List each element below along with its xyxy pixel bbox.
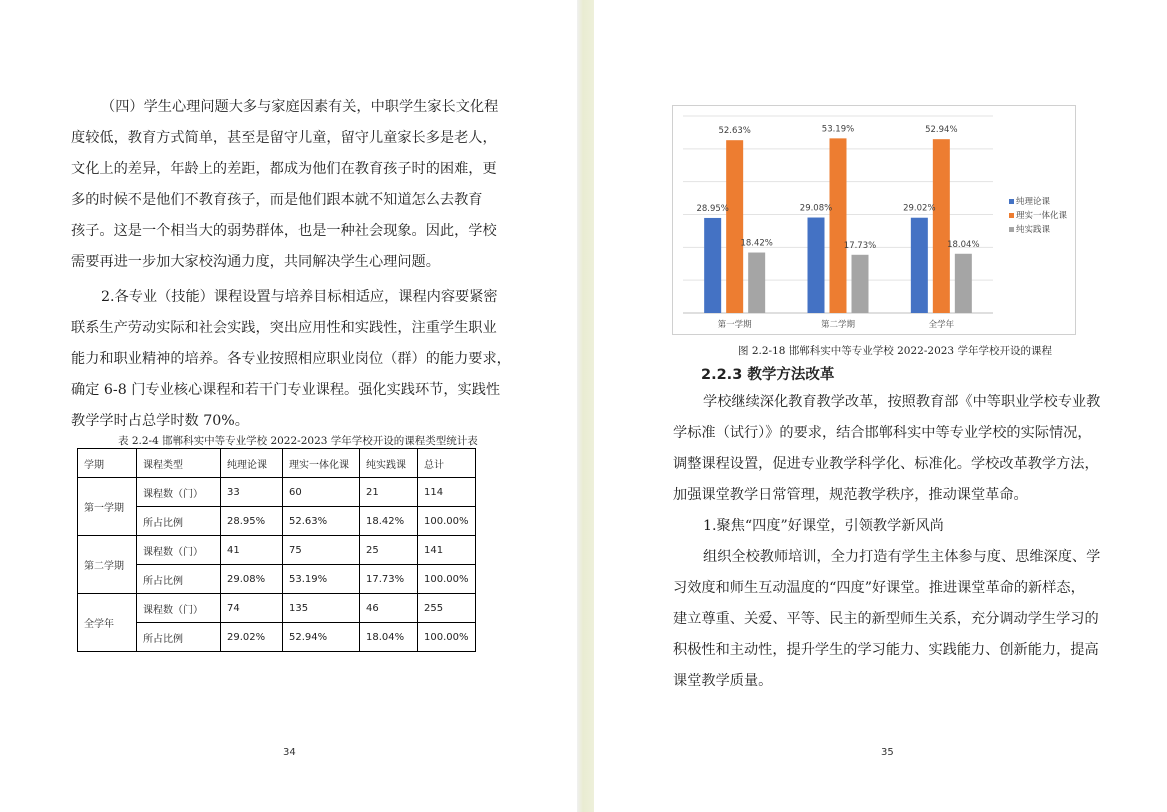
bar: [852, 255, 869, 313]
chart-svg: [673, 106, 1075, 334]
table-cell: 课程数（门）: [137, 536, 221, 565]
table-row: [78, 594, 476, 623]
table-cell: 33: [221, 478, 283, 507]
subheading: 1.聚焦“四度”好课堂，引领教学新风尚: [703, 518, 944, 534]
table-cell: 100.00%: [418, 623, 476, 652]
term-cell: 第二学期: [78, 536, 137, 594]
text-line: 组织全校教师培训，全力打造有学生主体参与度、思维深度、学: [703, 549, 1101, 565]
data-label: 28.95%: [696, 203, 729, 214]
data-label: 29.02%: [903, 203, 936, 214]
bar: [704, 218, 721, 313]
table-cell: 29.02%: [221, 623, 283, 652]
text-line: 能力和职业精神的培养。各专业按照相应职业岗位（群）的能力要求，: [71, 351, 511, 367]
header-cell: 理实一体化课: [283, 449, 360, 478]
page-number: 35: [881, 747, 894, 758]
table-cell: 18.04%: [360, 623, 418, 652]
data-label: 52.63%: [718, 126, 751, 137]
text-line: 积极性和主动性，提升学生的学习能力、实践能力、创新能力，提高: [673, 642, 1099, 658]
text-line: 学校继续深化教育教学改革，按照教育部《中等职业学校专业教: [703, 394, 1101, 410]
right-paragraph-2: [673, 542, 1100, 697]
text-line: 2.各专业（技能）课程设置与培养目标相适应，课程内容要紧密: [101, 289, 498, 305]
legend-label: 纯实践课: [1016, 225, 1051, 235]
table-row: [78, 536, 476, 565]
table-header-row: [78, 449, 476, 478]
right-page: [594, 0, 1167, 812]
table-cell: 所占比例: [137, 507, 221, 536]
data-label: 17.73%: [843, 240, 877, 251]
data-label: 18.04%: [947, 239, 980, 250]
text-line: 度较低，教育方式简单，甚至是留守儿童，留守儿童家长多是老人，: [71, 130, 497, 146]
course-stats-table: [77, 448, 476, 652]
table-cell: 52.63%: [283, 507, 360, 536]
bar: [955, 254, 972, 313]
table-cell: 135: [283, 594, 360, 623]
header-cell: 纯实践课: [360, 449, 418, 478]
text-line: 联系生产劳动实际和社会实践，突出应用性和实践性，注重学生职业: [71, 320, 497, 336]
left-paragraph-1: [71, 92, 498, 278]
bar: [726, 140, 743, 313]
text-line: 学标准（试行）》的要求，结合邯郸科实中等专业学校的实际情况，: [673, 425, 1092, 441]
text-line: 多的时候不是他们不教育孩子，而是他们跟本就不知道怎么去教育: [71, 192, 483, 208]
text-line: 文化上的差异，年龄上的差距，都成为他们在教育孩子时的困难，更: [71, 161, 497, 177]
table-cell: 所占比例: [137, 623, 221, 652]
text-line: 建立尊重、关爱、平等、民主的新型师生关系，充分调动学生学习的: [673, 611, 1099, 627]
bar: [933, 139, 950, 313]
table-cell: 25: [360, 536, 418, 565]
text-line: 确定 6-8 门专业核心课程和若干门专业课程。强化实践环节，实践性: [71, 382, 501, 398]
table-cell: 46: [360, 594, 418, 623]
bar-chart: [672, 105, 1076, 335]
bar: [830, 138, 847, 313]
table-cell: 21: [360, 478, 418, 507]
bar: [911, 218, 928, 313]
table-row: [78, 565, 476, 594]
text-line: 孩子。这是一个相当大的弱势群体，也是一种社会现象。因此，学校: [71, 223, 497, 239]
table-caption: 表 2.2-4 邯郸科实中等专业学校 2022-2023 学年学校开设的课程类型统计表: [118, 435, 478, 447]
data-label: 29.08%: [799, 203, 833, 214]
page-number: 34: [283, 747, 296, 758]
table-cell: 100.00%: [418, 565, 476, 594]
table-cell: 52.94%: [283, 623, 360, 652]
table-row: [78, 507, 476, 536]
page-gutter: [577, 0, 594, 812]
text-line: 调整课程设置，促进专业教学科学化、标准化。学校改革教学方法，: [673, 456, 1099, 472]
text-line: 课堂教学质量。: [673, 673, 773, 689]
section-heading: 2.2.3 教学方法改革: [701, 367, 835, 383]
header-cell: 课程类型: [137, 449, 221, 478]
term-cell: 第一学期: [78, 478, 137, 536]
table-cell: 41: [221, 536, 283, 565]
bar: [808, 218, 825, 313]
legend-label: 纯理论课: [1016, 197, 1051, 207]
table-cell: 课程数（门）: [137, 594, 221, 623]
category-label: 全学年: [928, 320, 955, 330]
table-cell: 18.42%: [360, 507, 418, 536]
term-cell: 全学年: [78, 594, 137, 652]
header-cell: 纯理论课: [221, 449, 283, 478]
table-cell: 255: [418, 594, 476, 623]
left-page: [0, 0, 577, 812]
text-line: 需要再进一步加大家校沟通力度，共同解决学生心理问题。: [71, 254, 440, 270]
category-label: 第二学期: [820, 320, 856, 330]
table-cell: 17.73%: [360, 565, 418, 594]
data-label: 18.42%: [740, 238, 773, 249]
legend-swatch: [1009, 213, 1014, 218]
table-cell: 114: [418, 478, 476, 507]
table-cell: 141: [418, 536, 476, 565]
left-paragraph-2: [71, 282, 511, 437]
table-cell: 53.19%: [283, 565, 360, 594]
text-line: 教学学时占总学时数 70%。: [71, 413, 249, 429]
data-label: 53.19%: [821, 124, 855, 135]
table-row: [78, 478, 476, 507]
table-cell: 课程数（门）: [137, 478, 221, 507]
table-row: [78, 623, 476, 652]
figure-caption: 图 2.2-18 邯郸科实中等专业学校 2022-2023 学年学校开设的课程: [738, 345, 1052, 357]
legend-swatch: [1009, 227, 1014, 232]
table-cell: 75: [283, 536, 360, 565]
header-cell: 总计: [418, 449, 476, 478]
table-cell: 29.08%: [221, 565, 283, 594]
category-label: 第一学期: [717, 320, 752, 330]
data-label: 52.94%: [925, 125, 958, 136]
legend-swatch: [1009, 199, 1014, 204]
header-cell: 学期: [78, 449, 137, 478]
table-cell: 100.00%: [418, 507, 476, 536]
bar: [748, 253, 765, 313]
legend-label: 理实一体化课: [1016, 211, 1068, 221]
right-paragraph-1: [673, 387, 1100, 511]
table-cell: 74: [221, 594, 283, 623]
table-cell: 60: [283, 478, 360, 507]
text-line: 习效度和师生互动温度的“四度”好课堂。推进课堂革命的新样态，: [673, 580, 1085, 596]
table-cell: 28.95%: [221, 507, 283, 536]
table-cell: 所占比例: [137, 565, 221, 594]
text-line: （四）学生心理问题大多与家庭因素有关，中职学生家长文化程: [101, 99, 499, 115]
text-line: 加强课堂教学日常管理，规范教学秩序，推动课堂革命。: [673, 487, 1028, 503]
